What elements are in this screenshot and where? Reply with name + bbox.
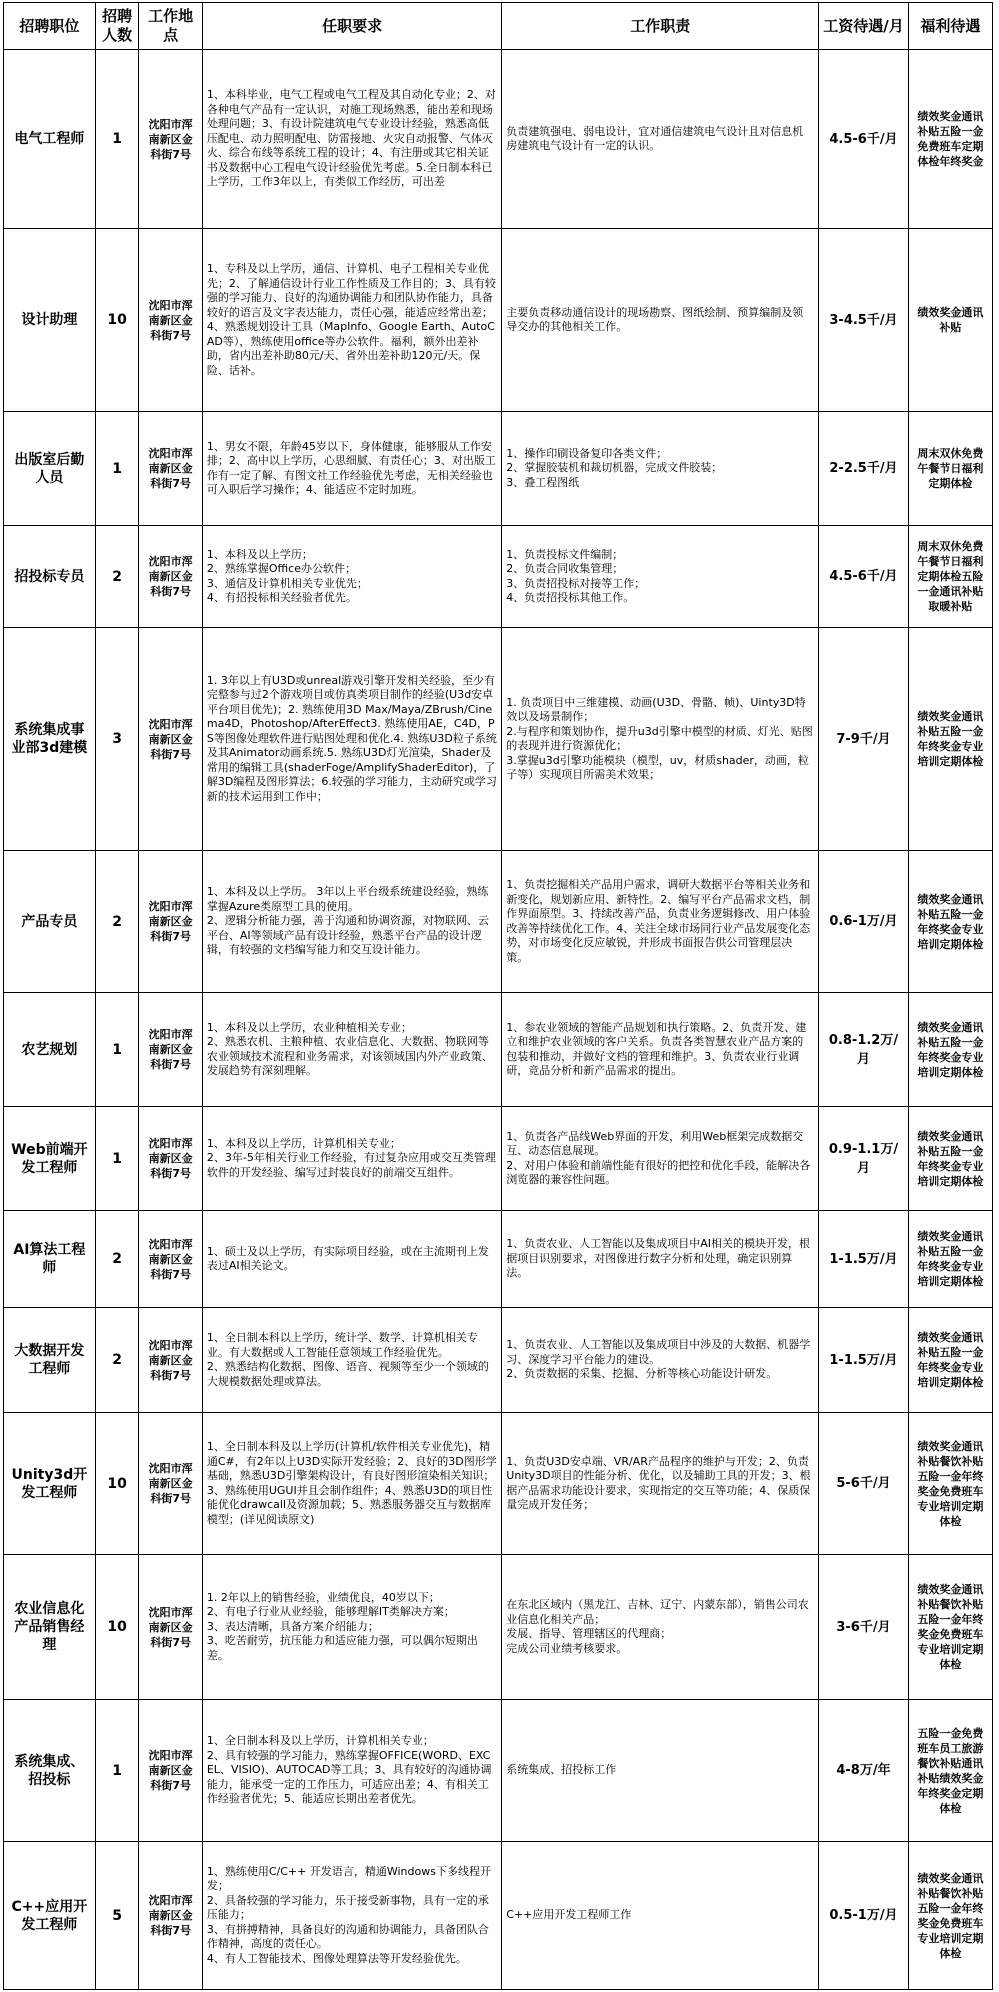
job-title: 系统集成、招投标 <box>4 1700 96 1842</box>
job-salary: 3-4.5千/月 <box>819 229 909 412</box>
job-duties: C++应用开发工程师工作 <box>502 1842 819 1990</box>
job-duties: 1、负责农业、人工智能以及集成项目中涉及的大数据、机器学习、深度学习平台能力的建设。 2、负责数据的采集、挖掘、分析等核心功能设计研发。 <box>502 1308 819 1413</box>
table-row <box>4 1211 993 1308</box>
job-title: 设计助理 <box>4 229 96 412</box>
header-duties: 工作职责 <box>502 3 819 50</box>
job-benefits: 绩效奖金通讯补贴餐饮补贴五险一金年终奖金免费班车专业培训定期体检 <box>908 1555 992 1700</box>
table-row <box>4 526 993 628</box>
job-benefits: 绩效奖金通讯补贴五险一金年终奖金专业培训定期体检 <box>908 1308 992 1413</box>
job-requirements: 1. 2年以上的销售经验，业绩优良，40岁以下； 2、有电子行业从业经验，能够理解IT类解决方案； 3、表达清晰，具备方案介绍能力； 3、吃苦耐劳，抗压能力和适应能力强，可以偶尔短期出差。 <box>202 1555 501 1700</box>
job-salary: 0.9-1.1万/月 <box>819 1107 909 1211</box>
table-row <box>4 1308 993 1413</box>
job-requirements: 1、熟练使用C/C++ 开发语言，精通Windows下多线程开发； 2、具备较强的学习能力，乐于接受新事物，具有一定的承压能力； 3、有拼搏精神，具备良好的沟通和协调能力，具备团队合作精神，高度的责任心。 4、有人工智能技术、图像处理算法等开发经验优先。 <box>202 1842 501 1990</box>
job-requirements: 1、全日制本科以上学历，统计学、数学、计算机相关专业。有大数据或人工智能任意领域工作经验优先。 2、熟悉结构化数据、图像、语音、视频等至少一个领域的大规模数据处理或算法。 <box>202 1308 501 1413</box>
job-duties: 1、参农业领域的智能产品规划和执行策略。2、负责开发、建立和维护农业领域的客户关系。负责各类智慧农业产品方案的包装和推动，并做好文档的管理和维护。3、负责农业行业调研，竞品分析和新产品需求的提出。 <box>502 993 819 1107</box>
job-title: 招投标专员 <box>4 526 96 628</box>
job-salary: 2-2.5千/月 <box>819 412 909 526</box>
job-location: 沈阳市浑南新区金科街7号 <box>139 1413 202 1555</box>
job-duties: 1、负责挖掘相关产品用户需求，调研大数据平台等相关业务和新变化，规划新应用、新特性。2、编写平台产品需求文档，制作界面原型。3、持续改善产品，负责业务逻辑修改、用户体验改善等持续优化工作。4、关注全球市场同行业产品发展变化态势，对市场变化反应敏锐，并形成书面报告供公司管理层决策。 <box>502 851 819 993</box>
job-title: 电气工程师 <box>4 50 96 229</box>
job-salary: 0.6-1万/月 <box>819 851 909 993</box>
job-salary: 0.8-1.2万/月 <box>819 993 909 1107</box>
job-location: 沈阳市浑南新区金科街7号 <box>139 628 202 851</box>
header-title: 招聘职位 <box>4 3 96 50</box>
job-requirements: 1. 3年以上有U3D或unreal游戏引擎开发相关经验，至少有完整参与过2个游戏项目或仿真类项目制作的经验(U3d安卓平台项目优先)；2. 熟练使用3D Max/Maya/ZBrush/Cinema4D，Photoshop/AfterEffect3. 熟练使用AE，C4D，PS等图像处理软件进行贴图处理和优化.4. 熟练U3D粒子系统及其Animator动画系统.5. 熟练U3D灯光渲染，Shader及常用的编辑工具(shaderFoge/AmplifyShaderEditor)，了解3D编程及图形算法；6.较强的学习能力，主动研究或学习新的技术运用到工作中； <box>202 628 501 851</box>
job-salary: 7-9千/月 <box>819 628 909 851</box>
table-row <box>4 412 993 526</box>
job-location: 沈阳市浑南新区金科街7号 <box>139 1107 202 1211</box>
job-title: 产品专员 <box>4 851 96 993</box>
job-requirements: 1、本科及以上学历，农业种植相关专业； 2、熟悉农机、主粮种植、农业信息化、大数据、物联网等农业领域技术流程和业务需求，对该领域国内外产业政策、发展趋势有深刻理解。 <box>202 993 501 1107</box>
job-duties: 1、负责投标文件编制； 2、负责合同收集管理； 3、负责招投标对接等工作； 4、负责招投标其他工作。 <box>502 526 819 628</box>
job-salary: 1-1.5万/月 <box>819 1211 909 1308</box>
job-benefits: 绩效奖金通讯补贴五险一金年终奖金专业培训定期体检 <box>908 1107 992 1211</box>
table-row <box>4 1555 993 1700</box>
job-location: 沈阳市浑南新区金科街7号 <box>139 993 202 1107</box>
job-location: 沈阳市浑南新区金科街7号 <box>139 1555 202 1700</box>
job-count: 2 <box>95 851 139 993</box>
job-location: 沈阳市浑南新区金科街7号 <box>139 1308 202 1413</box>
job-count: 10 <box>95 229 139 412</box>
job-duties: 1、操作印刷设备复印各类文件； 2、掌握胶装机和裁切机器，完成文件胶装； 3、叠工程图纸 <box>502 412 819 526</box>
job-count: 2 <box>95 1308 139 1413</box>
job-requirements: 1、男女不限，年龄45岁以下，身体健康，能够服从工作安排；2、高中以上学历，心思细腻、有责任心；3、对出版工作有一定了解、有图文社工作经验优先考虑，无相关经验也可入职后学习操作；4、能适应不定时加班。 <box>202 412 501 526</box>
job-duties: 1、负责农业、人工智能以及集成项目中AI相关的模块开发，根据项目识别要求，对图像进行数字分析和处理，确定识别算法。 <box>502 1211 819 1308</box>
job-benefits: 五险一金免费班车员工旅游餐饮补贴通讯补贴绩效奖金年终奖金定期体检 <box>908 1700 992 1842</box>
job-requirements: 1、本科及以上学历。 3年以上平台级系统建设经验，熟练掌握Azure类原型工具的使用。 2、逻辑分析能力强，善于沟通和协调资源，对物联网、云平台、AI等领域产品有设计经验，熟悉平台产品的设计逻辑，有较强的文档编写能力和交互设计能力。 <box>202 851 501 993</box>
table-row <box>4 851 993 993</box>
job-count: 1 <box>95 412 139 526</box>
job-title: C++应用开发工程师 <box>4 1842 96 1990</box>
job-title: Unity3d开发工程师 <box>4 1413 96 1555</box>
job-count: 2 <box>95 526 139 628</box>
job-benefits: 绩效奖金通讯补贴五险一金年终奖金专业培训定期体检 <box>908 851 992 993</box>
job-duties: 在东北区域内（黑龙江、吉林、辽宁、内蒙东部），销售公司农业信息化相关产品； 发展、指导、管理辖区的代理商； 完成公司业绩考核要求。 <box>502 1555 819 1700</box>
table-row <box>4 1842 993 1990</box>
table-row <box>4 993 993 1107</box>
table-row <box>4 50 993 229</box>
job-benefits: 绩效奖金通讯补贴五险一金年终奖金专业培训定期体检 <box>908 628 992 851</box>
table-row <box>4 229 993 412</box>
job-listing-table <box>3 2 993 1990</box>
job-title: 出版室后勤人员 <box>4 412 96 526</box>
job-benefits: 绩效奖金通讯补贴五险一金年终奖金专业培训定期体检 <box>908 993 992 1107</box>
job-benefits: 绩效奖金通讯补贴五险一金年终奖金专业培训定期体检 <box>908 1211 992 1308</box>
job-count: 5 <box>95 1842 139 1990</box>
job-location: 沈阳市浑南新区金科街7号 <box>139 1700 202 1842</box>
job-duties: 1. 负责项目中三维建模、动画(U3D、骨骼、帧)、Uinty3D特效以及场景制作； 2.与程序和策划协作，提升u3d引擎中模型的材质、灯光、贴图的表现并进行资源优化； 3.掌握u3d引擎功能模块（模型，uv，材质shader，动画，粒子等）实现项目所需美术效果； <box>502 628 819 851</box>
job-count: 1 <box>95 993 139 1107</box>
job-count: 10 <box>95 1555 139 1700</box>
table-row <box>4 1107 993 1211</box>
job-count: 1 <box>95 50 139 229</box>
job-title: 大数据开发工程师 <box>4 1308 96 1413</box>
job-requirements: 1、本科及以上学历，计算机相关专业； 2、3年-5年相关行业工作经验，有过复杂应用或交互类管理软件的开发经验、编写过封装良好的前端交互组件。 <box>202 1107 501 1211</box>
job-benefits: 周末双休免费午餐节日福利定期体检 <box>908 412 992 526</box>
job-salary: 4.5-6千/月 <box>819 526 909 628</box>
job-location: 沈阳市浑南新区金科街7号 <box>139 526 202 628</box>
job-count: 3 <box>95 628 139 851</box>
table-header-row <box>4 3 993 50</box>
job-count: 10 <box>95 1413 139 1555</box>
table-row <box>4 628 993 851</box>
job-requirements: 1、本科毕业，电气工程或电气工程及其自动化专业；2、对各种电气产品有一定认识，对施工现场熟悉，能出差和现场处理问题；3、有设计院建筑电气专业设计经验，熟悉高低压配电、动力照明配电、防雷接地、火灾自动报警、气体灭火、综合布线等系统工程的设计；4、有注册或其它相关证书及数据中心工程电气设计经验优先考虑。5.全日制本科已上学历，工作3年以上，有类似工作经历，可出差 <box>202 50 501 229</box>
job-benefits: 周末双休免费午餐节日福利定期体检五险一金通讯补贴取暖补贴 <box>908 526 992 628</box>
job-salary: 0.5-1万/月 <box>819 1842 909 1990</box>
job-title: 农艺规划 <box>4 993 96 1107</box>
job-salary: 5-6千/月 <box>819 1413 909 1555</box>
job-count: 2 <box>95 1211 139 1308</box>
job-location: 沈阳市浑南新区金科街7号 <box>139 1211 202 1308</box>
job-duties: 系统集成、招投标工作 <box>502 1700 819 1842</box>
job-title: 农业信息化产品销售经理 <box>4 1555 96 1700</box>
job-duties: 负责建筑强电、弱电设计，宜对通信建筑电气设计且对信息机房建筑电气设计有一定的认识。 <box>502 50 819 229</box>
job-benefits: 绩效奖金通讯补贴五险一金免费班车定期体检年终奖金 <box>908 50 992 229</box>
job-count: 1 <box>95 1700 139 1842</box>
job-location: 沈阳市浑南新区金科街7号 <box>139 851 202 993</box>
job-salary: 1-1.5万/月 <box>819 1308 909 1413</box>
job-benefits: 绩效奖金通讯补贴 <box>908 229 992 412</box>
job-requirements: 1、专科及以上学历，通信、计算机、电子工程相关专业优先；2、了解通信设计行业工作性质及工作目的；3、具有较强的学习能力、良好的沟通协调能力和团队协作能力，具备较好的语言及文字表达能力，责任心强，能适应经常出差；4、熟悉规划设计工具（MapInfo、Google Earth、AutoCAD等），熟练使用office等办公软件。福利，额外出差补助，省内出差补助80元/天、省外出差补助120元/天。保险、话补。 <box>202 229 501 412</box>
job-benefits: 绩效奖金通讯补贴餐饮补贴五险一金年终奖金免费班车专业培训定期体检 <box>908 1842 992 1990</box>
job-requirements: 1、全日制本科及以上学历，计算机相关专业； 2、具有较强的学习能力，熟练掌握OFFICE(WORD、EXCEL、VISIO)、AUTOCAD等工具；3、具有较好的沟通协调能力，能承受一定的工作压力，可适应出差；4、有相关工作经验者优先；5、能适应长期出差者优先。 <box>202 1700 501 1842</box>
job-requirements: 1、本科及以上学历； 2、熟练掌握Office办公软件； 3、通信及计算机相关专业优先； 4、有招投标相关经验者优先。 <box>202 526 501 628</box>
job-salary: 4.5-6千/月 <box>819 50 909 229</box>
job-title: AI算法工程师 <box>4 1211 96 1308</box>
header-benefits: 福利待遇 <box>908 3 992 50</box>
job-requirements: 1、硕士及以上学历，有实际项目经验，或在主流期刊上发表过AI相关论文。 <box>202 1211 501 1308</box>
job-location: 沈阳市浑南新区金科街7号 <box>139 1842 202 1990</box>
job-duties: 1、负责各产品线Web界面的开发，利用Web框架完成数据交互、动态信息展现。 2、对用户体验和前端性能有很好的把控和优化手段，能解决各浏览器的兼容性问题。 <box>502 1107 819 1211</box>
job-title: Web前端开发工程师 <box>4 1107 96 1211</box>
job-count: 1 <box>95 1107 139 1211</box>
table-row <box>4 1700 993 1842</box>
job-duties: 1、负责U3D安卓端、VR/AR产品程序的维护与开发；2、负责Unity3D项目的性能分析、优化，以及辅助工具的开发；3、根据产品需求功能设计要求，实现指定的交互等功能；4、保质保量完成开发任务； <box>502 1413 819 1555</box>
job-salary: 3-6千/月 <box>819 1555 909 1700</box>
header-location: 工作地点 <box>139 3 202 50</box>
job-salary: 4-8万/年 <box>819 1700 909 1842</box>
job-benefits: 绩效奖金通讯补贴餐饮补贴五险一金年终奖金免费班车专业培训定期体检 <box>908 1413 992 1555</box>
header-count: 招聘人数 <box>95 3 139 50</box>
table-row <box>4 1413 993 1555</box>
job-duties: 主要负责移动通信设计的现场勘察、图纸绘制、预算编制及领导交办的其他相关工作。 <box>502 229 819 412</box>
header-requirements: 任职要求 <box>202 3 501 50</box>
job-title: 系统集成事业部3d建模 <box>4 628 96 851</box>
header-salary: 工资待遇/月 <box>819 3 909 50</box>
job-location: 沈阳市浑南新区金科街7号 <box>139 50 202 229</box>
job-requirements: 1、全日制本科及以上学历(计算机/软件相关专业优先)，精通C#，有2年以上U3D实际开发经验；2、良好的3D图形学基础，熟悉U3D引擎架构设计，有良好图形渲染相关知识；3、熟练使用UGUI并且会制作组件；4、熟悉U3D的项目性能优化drawcall及资源加载；5、熟悉服务器交互与数据库模型；(详见阅读原文) <box>202 1413 501 1555</box>
job-location: 沈阳市浑南新区金科街7号 <box>139 229 202 412</box>
job-location: 沈阳市浑南新区金科街7号 <box>139 412 202 526</box>
